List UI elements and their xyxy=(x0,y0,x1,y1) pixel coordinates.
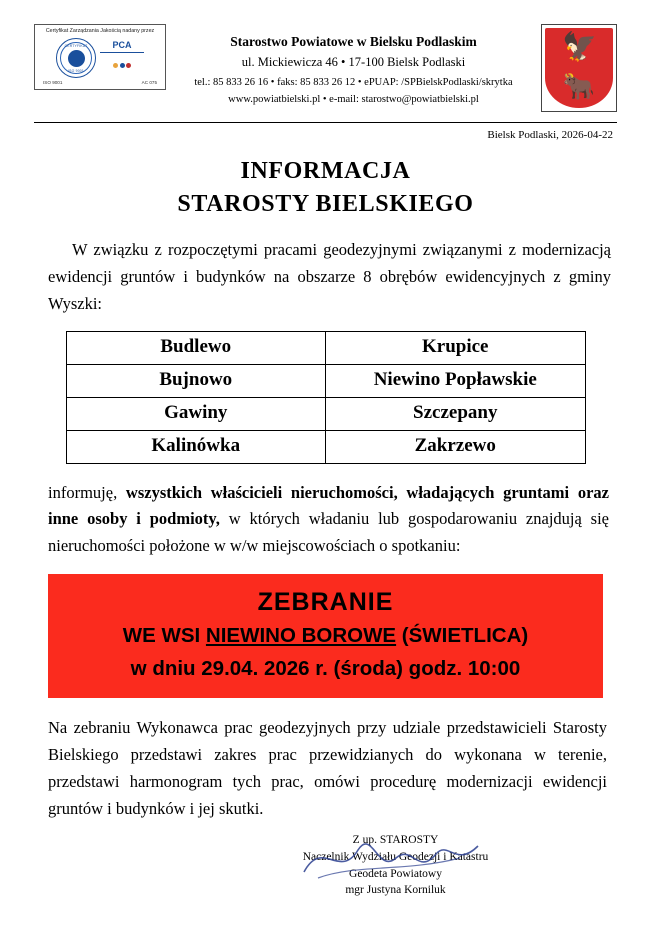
office-contact-line-2: www.powiatbielski.pl • e-mail: starostwo@powiatbielski.pl xyxy=(228,93,479,105)
obreb-cell: Kalinówka xyxy=(66,430,326,463)
pca-label: PCA xyxy=(100,41,144,53)
notice-part-2: w których władaniu lub gospodarowaniu znajdują się nieruchomości położone w w/w miejscowościach o spotkaniu: xyxy=(48,509,609,556)
page-title-line-2: STAROSTY BIELSKIEGO xyxy=(177,191,474,218)
obreby-table xyxy=(66,331,586,463)
pca-logo xyxy=(100,41,144,75)
banner-location xyxy=(48,620,603,653)
notice-part-1: informuję, xyxy=(48,482,126,502)
table-row xyxy=(66,365,585,398)
signature-line-4: mgr Justyna Korniluk xyxy=(345,884,446,897)
page-title xyxy=(34,155,617,221)
pca-dots-icon xyxy=(100,55,144,75)
coat-of-arms-icon xyxy=(541,24,617,112)
notice-bold: wszystkich właścicieli nieruchomości, władających gruntami oraz inne osoby i podmioty, xyxy=(48,482,609,529)
bull-icon: 🐂 xyxy=(562,72,596,101)
closing-paragraph: Na zebraniu Wykonawca prac geodezyjnych przy udziale przedstawicieli Starosty Bielskiego przedstawi zakres prac przewidzianych do wykonana w terenie, przedstawi harmonogram tych prac, omówi procedurę modernizacji ewidencji gruntów i budynków i jej skutki. xyxy=(48,718,607,819)
banner-location-suffix: (ŚWIETLICA) xyxy=(396,624,529,648)
obreb-cell: Zakrzewo xyxy=(326,430,586,463)
intro-paragraph: W związku z rozpoczętymi pracami geodezyjnymi związanymi z modernizacją ewidencji gruntów i budynków na obszarze 8 obrębów ewidencyjnych z gminy Wyszki: xyxy=(48,240,611,313)
office-contact-line-1: tel.: 85 833 26 16 • faks: 85 833 26 12 • ePUAP: /SPBielskPodlaski/skrytka xyxy=(194,76,513,88)
obreb-cell: Niewino Popławskie xyxy=(326,365,586,398)
seal-top-label: CERTYFIKAT xyxy=(64,44,88,49)
obreb-cell: Krupice xyxy=(326,332,586,365)
certificate-accreditation: AC 075 xyxy=(141,80,157,86)
office-address: ul. Mickiewicza 46 • 17-100 Bielsk Podlaski xyxy=(241,55,466,70)
obreby-table-body xyxy=(66,332,585,463)
certificate-title: Certyfikat Zarządzania Jakością nadany przez xyxy=(45,28,155,34)
eagle-icon: 🦅 xyxy=(562,32,597,63)
banner-heading: ZEBRANIE xyxy=(257,588,394,617)
obreb-cell: Budlewo xyxy=(66,332,326,365)
dateline: Bielsk Podlaski, 2026-04-22 xyxy=(487,129,613,141)
quality-certificate-box xyxy=(34,24,166,90)
page-title-line-1: INFORMACJA xyxy=(240,158,411,184)
banner-location-name: NIEWINO BOROWE xyxy=(205,624,397,648)
certificate-footer xyxy=(37,78,163,85)
signature-block xyxy=(34,832,617,899)
table-row xyxy=(66,332,585,365)
iso-seal-icon xyxy=(56,38,96,78)
certificate-logos xyxy=(37,38,163,78)
notice-paragraph xyxy=(48,480,609,561)
banner-datetime: w dniu 29.04. 2026 r. (środa) godz. 10:00 xyxy=(130,657,521,681)
banner-location-prefix: WE WSI xyxy=(122,624,206,648)
office-details xyxy=(172,24,535,108)
obreb-cell: Gawiny xyxy=(66,397,326,430)
obreb-cell: Szczepany xyxy=(326,397,586,430)
document-header xyxy=(34,0,617,112)
meeting-banner xyxy=(48,574,603,698)
obreb-cell: Bujnowo xyxy=(66,365,326,398)
signature-line-3: Geodeta Powiatowy xyxy=(349,867,442,880)
seal-core-icon xyxy=(68,50,85,67)
table-row xyxy=(66,397,585,430)
certificate-norm: ISO 9001 xyxy=(43,80,63,86)
seal-bottom-label: ISO 9001 xyxy=(68,69,84,74)
table-row xyxy=(66,430,585,463)
office-name: Starostwo Powiatowe w Bielsku Podlaskim xyxy=(230,34,477,49)
header-divider xyxy=(34,122,617,123)
signature-line-2: Naczelnik Wydziału Geodezji i Katastru xyxy=(302,850,489,863)
signature-line-1: Z up. STAROSTY xyxy=(352,834,439,847)
